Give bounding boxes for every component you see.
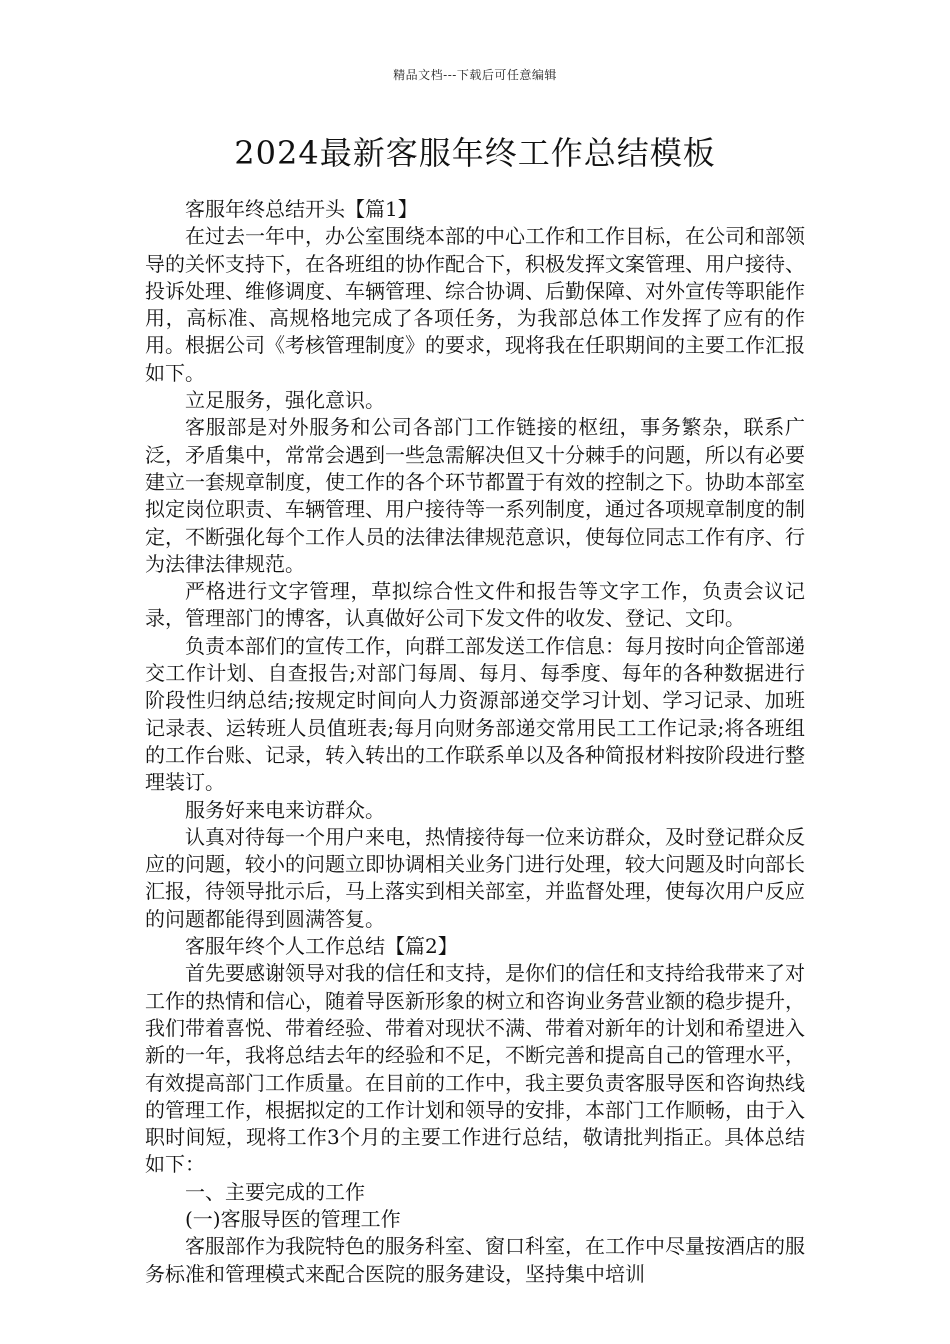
paragraph: 客服部是对外服务和公司各部门工作链接的枢纽，事务繁杂，联系广泛，矛盾集中，常常会遇到一些急需解决但又十分棘手的问题，所以有必要建立一套规章制度，使工作的各个环节都置于有效的控制之下。协助本部室拟定岗位职责、车辆管理、用户接待等一系列制度，通过各项规章制度的制定，不断强化每个工作人员的法律法律规范意识，使每位同志工作有序、行为法律法律规范。 [145,415,805,576]
paragraph: 在过去一年中，办公室围绕本部的中心工作和工作目标，在公司和部领导的关怀支持下，在各班组的协作配合下，积极发挥文案管理、用户接待、投诉处理、维修调度、车辆管理、综合协调、后勤保障、对外宣传等职能作用，高标准、高规格地完成了各项任务，为我部总体工作发挥了应有的作用。根据公司《考核管理制度》的要求，现将我在任职期间的主要工作汇报如下。 [145,224,805,385]
paragraph: 严格进行文字管理，草拟综合性文件和报告等文字工作，负责会议记录，管理部门的博客，认真做好公司下发文件的收发、登记、文印。 [145,579,805,631]
paragraph: 客服部作为我院特色的服务科室、窗口科室，在工作中尽量按酒店的服务标准和管理模式来配合医院的服务建设，坚持集中培训 [145,1234,805,1286]
section-heading-1: 客服年终总结开头【篇1】 [185,197,418,221]
paragraph: 认真对待每一个用户来电，热情接待每一位来访群众，及时登记群众反应的问题，较小的问题立即协调相关业务门进行处理，较大问题及时向部长汇报，待领导批示后，马上落实到相关部室，并监督处理，使每次用户反应的问题都能得到圆满答复。 [145,824,805,931]
paragraph-subheading: 一、主要完成的工作 [185,1179,365,1204]
document-body [145,196,805,1288]
paragraph: 负责本部们的宣传工作，向群工部发送工作信息：每月按时向企管部递交工作计划、自查报告;对部门每周、每月、每季度、每年的各种数据进行阶段性归纳总结;按规定时间向人力资源部递交学习计划、学习记录、加班记录表、运转班人员值班表;每月向财务部递交常用民工工作记录;将各班组的工作台账、记录，转入转出的工作联系单以及各种简报材料按阶段进行整理装订。 [145,633,805,795]
section-heading-2: 客服年终个人工作总结【篇2】 [185,934,458,959]
paragraph: 首先要感谢领导对我的信任和支持，是你们的信任和支持给我带来了对工作的热情和信心，随着导医新形象的树立和咨询业务营业额的稳步提升，我们带着喜悦、带着经验、带着对现状不满、带着对新年的计划和希望进入新的一年，我将总结去年的经验和不足，不断完善和提高自己的管理水平，有效提高部门工作质量。在目前的工作中，我主要负责客服导医和咨询热线的管理工作，根据拟定的工作计划和领导的安排，本部门工作顺畅，由于入职时间短，现将工作3个月的主要工作进行总结，敬请批判指正。具体总结如下： [145,961,805,1177]
header-note: 精品文档---下载后可任意编辑 [393,68,557,82]
paragraph-subheading: 服务好来电来访群众。 [185,797,385,822]
paragraph-subheading: 立足服务，强化意识。 [185,388,385,413]
paragraph-subheading: (一)客服导医的管理工作 [185,1206,401,1231]
document-title: 2024最新客服年终工作总结模板 [234,134,716,172]
